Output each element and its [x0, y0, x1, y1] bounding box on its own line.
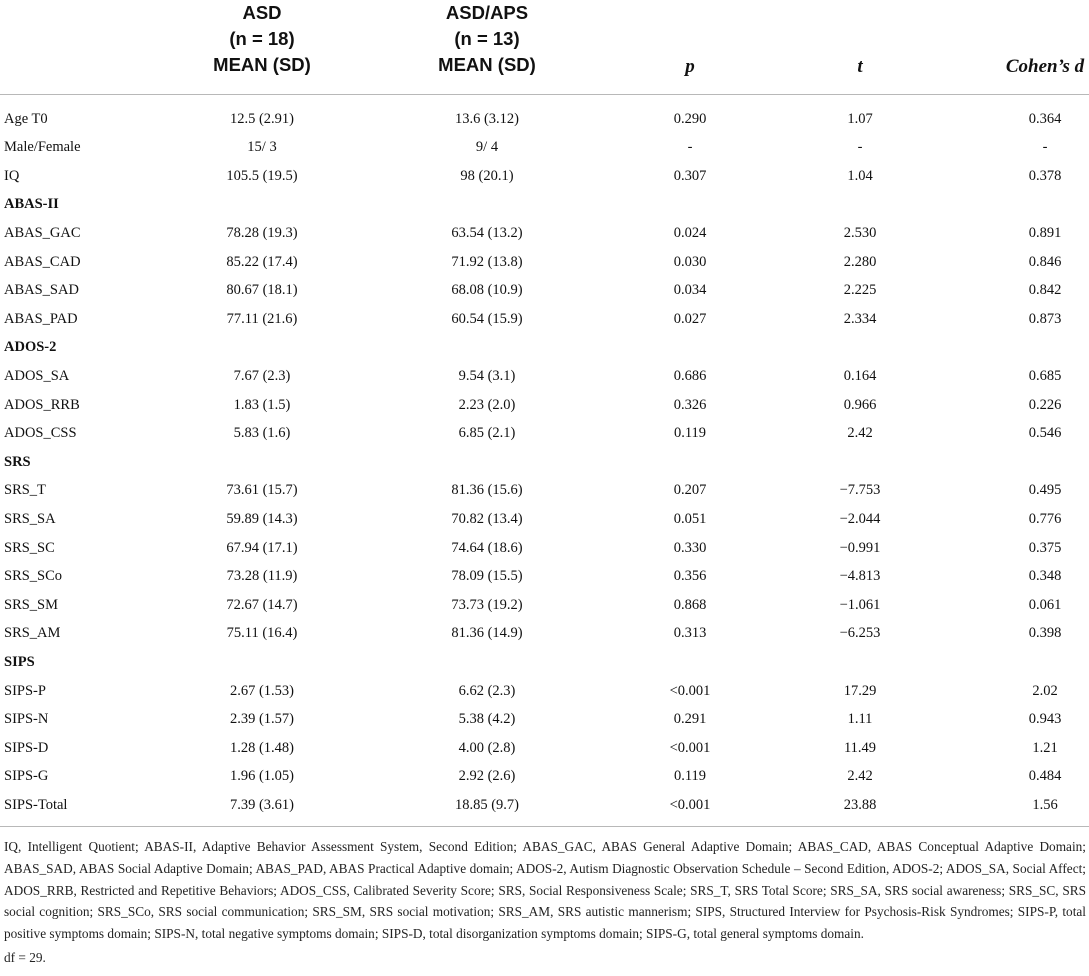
row-label: SRS_SM: [4, 596, 59, 613]
cell-asd: 80.67 (18.1): [226, 282, 298, 299]
cell-t: 2.530: [843, 224, 877, 241]
row-label: IQ: [4, 167, 20, 184]
cell-cohens-d: 2.02: [1032, 682, 1058, 699]
table-row: [0, 362, 1089, 391]
row-label: SRS_T: [4, 482, 46, 499]
row-label: Male/Female: [4, 139, 81, 156]
cell-t: −2.044: [839, 510, 881, 527]
cell-cohens-d: 0.364: [1028, 110, 1062, 127]
table-row: [0, 677, 1089, 706]
row-label: SIPS-Total: [4, 796, 68, 813]
cell-p: 0.119: [673, 768, 707, 785]
cell-t: −1.061: [839, 596, 881, 613]
cell-cohens-d: 0.546: [1028, 425, 1062, 442]
cell-asd-aps: 13.6 (3.12): [454, 110, 520, 127]
cell-asd: 5.83 (1.6): [233, 425, 291, 442]
section-label: ADOS-2: [4, 339, 57, 356]
row-label: SRS_AM: [4, 625, 61, 642]
cell-cohens-d: 0.873: [1028, 310, 1062, 327]
cell-t: 2.42: [847, 425, 873, 442]
cell-asd-aps: 2.92 (2.6): [458, 768, 516, 785]
cell-cohens-d: 0.495: [1028, 482, 1062, 499]
cell-p: 0.307: [673, 167, 707, 184]
cell-t: −0.991: [839, 539, 881, 556]
cell-asd: 105.5 (19.5): [226, 167, 298, 184]
cell-p: <0.001: [669, 682, 711, 699]
cell-asd: 75.11 (16.4): [226, 625, 298, 642]
cell-asd: 73.61 (15.7): [226, 482, 298, 499]
footer-divider: [0, 826, 1089, 827]
row-label: ABAS_SAD: [4, 282, 79, 299]
row-label: SRS_SA: [4, 510, 56, 527]
table-row: [0, 562, 1089, 591]
row-label: SIPS-N: [4, 711, 49, 728]
cell-cohens-d: 0.484: [1028, 768, 1062, 785]
cell-cohens-d: 0.378: [1028, 167, 1062, 184]
cell-t: −4.813: [839, 568, 881, 585]
table-row: [0, 419, 1089, 448]
cell-cohens-d: 0.891: [1028, 224, 1062, 241]
cell-asd: 1.83 (1.5): [233, 396, 291, 413]
cell-p: 0.024: [673, 224, 707, 241]
cell-asd-aps: 73.73 (19.2): [451, 596, 523, 613]
header-asd-aps: [384, 0, 590, 78]
row-label: SIPS-P: [4, 682, 46, 699]
cell-asd-aps: 70.82 (13.4): [451, 510, 523, 527]
table-row: [0, 734, 1089, 763]
cell-asd-aps: 98 (20.1): [460, 167, 514, 184]
table-row: [0, 619, 1089, 648]
table-row: [0, 305, 1089, 334]
row-label: SRS_SC: [4, 539, 55, 556]
cell-cohens-d: 0.685: [1028, 367, 1062, 384]
cell-asd-aps: 6.85 (2.1): [458, 425, 516, 442]
cell-asd-aps: 4.00 (2.8): [458, 739, 516, 756]
table-row: [0, 133, 1089, 162]
table-row: [0, 505, 1089, 534]
header-asd-n: (n = 18): [229, 28, 295, 49]
cell-cohens-d: 0.375: [1028, 539, 1062, 556]
table-row: [0, 276, 1089, 305]
cell-p: -: [687, 139, 693, 156]
cell-asd: 2.39 (1.57): [229, 711, 295, 728]
header-p: [620, 54, 760, 80]
cell-asd: 15/ 3: [247, 139, 277, 156]
cell-p: 0.027: [673, 310, 707, 327]
cell-t: 17.29: [843, 682, 877, 699]
cell-cohens-d: 1.21: [1032, 739, 1058, 756]
table-row: [0, 391, 1089, 420]
cell-asd: 78.28 (19.3): [226, 224, 298, 241]
cell-cohens-d: -: [1042, 139, 1048, 156]
row-label: ABAS_CAD: [4, 253, 81, 270]
row-label: SRS_SCo: [4, 568, 63, 585]
cell-asd: 73.28 (11.9): [226, 568, 298, 585]
cell-asd-aps: 74.64 (18.6): [451, 539, 523, 556]
row-label: SIPS-G: [4, 768, 49, 785]
cell-asd-aps: 9/ 4: [475, 139, 499, 156]
header-divider: [0, 94, 1089, 95]
section-label: SRS: [4, 453, 31, 470]
cell-asd-aps: 63.54 (13.2): [451, 224, 523, 241]
cell-cohens-d: 0.348: [1028, 568, 1062, 585]
table-row: [0, 591, 1089, 620]
cell-cohens-d: 1.56: [1032, 796, 1058, 813]
cell-p: 0.868: [673, 596, 707, 613]
cell-asd-aps: 5.38 (4.2): [458, 711, 516, 728]
cell-asd: 7.39 (3.61): [229, 796, 295, 813]
cell-t: 11.49: [843, 739, 877, 756]
table-footnote: IQ, Intelligent Quotient; ABAS-II, Adaptive Behavior Assessment System, Second Edition; ABAS_GAC, ABAS General Adaptive Domain; ABAS_CAD, ABAS Conceptual Adaptive Domain; ABAS_SAD, ABAS Social Adaptive Domain; ABAS_PAD, ABAS Practical Adaptive domain; ADOS-2, Autism Diagnostic Observation Schedule – Second Edition, ADOS-2; ADOS_SA, Social Affect; ADOS_RRB, Restricted and Repetitive Behaviors; ADOS_CSS, Calibrated Severity Score; SRS, Social Responsiveness Scale; SRS_T, SRS Total Score; SRS_SA, SRS social awareness; SRS_SC, SRS social cognition; SRS_SCo, SRS social communication; SRS_SM, SRS social motivation; SRS_AM, SRS autistic mannerism; SIPS, Structured Interview for Psychosis-Risk Syndromes; SIPS-P, total positive symptoms domain; SIPS-N, total negative symptoms domain; SIPS-D, total disorganization symptoms domain; SIPS-G, total general symptoms domain.: [4, 839, 1086, 942]
cell-asd: 85.22 (17.4): [226, 253, 298, 270]
table-row: [0, 705, 1089, 734]
table-row: [0, 248, 1089, 277]
cell-p: 0.290: [673, 110, 707, 127]
cell-p: <0.001: [669, 739, 711, 756]
cell-t: 2.42: [847, 768, 873, 785]
cell-t: 0.164: [843, 367, 877, 384]
cell-cohens-d: 0.943: [1028, 711, 1062, 728]
cell-t: 1.11: [847, 711, 873, 728]
table-row: [0, 534, 1089, 563]
cell-t: 23.88: [843, 796, 877, 813]
row-label: ADOS_RRB: [4, 396, 80, 413]
cell-asd: 77.11 (21.6): [226, 310, 298, 327]
cell-asd-aps: 81.36 (14.9): [451, 625, 523, 642]
cell-asd: 2.67 (1.53): [229, 682, 295, 699]
header-p-label: p: [685, 56, 695, 77]
cell-t: 2.280: [843, 253, 877, 270]
cell-p: 0.330: [673, 539, 707, 556]
cell-p: 0.686: [673, 367, 707, 384]
cell-t: 2.225: [843, 282, 877, 299]
cell-asd-aps: 71.92 (13.8): [451, 253, 523, 270]
cell-asd: 72.67 (14.7): [226, 596, 298, 613]
table-header: [0, 0, 1089, 93]
cell-asd-aps: 2.23 (2.0): [458, 396, 516, 413]
table-row: [0, 162, 1089, 191]
cell-p: 0.034: [673, 282, 707, 299]
section-header-row: [0, 190, 1089, 219]
section-label: SIPS: [4, 653, 35, 670]
cell-t: 0.966: [843, 396, 877, 413]
table-row: [0, 476, 1089, 505]
cell-p: 0.207: [673, 482, 707, 499]
cell-asd-aps: 68.08 (10.9): [451, 282, 523, 299]
cell-asd: 1.96 (1.05): [229, 768, 295, 785]
row-label: ADOS_SA: [4, 367, 70, 384]
table-row: [0, 791, 1089, 820]
cell-p: 0.291: [673, 711, 707, 728]
header-asd: [160, 0, 364, 78]
cell-t: −7.753: [839, 482, 881, 499]
cell-asd-aps: 6.62 (2.3): [458, 682, 516, 699]
header-cohens-d: [975, 54, 1089, 80]
section-header-row: [0, 333, 1089, 362]
row-label: ADOS_CSS: [4, 425, 77, 442]
cell-asd-aps: 81.36 (15.6): [451, 482, 523, 499]
cell-cohens-d: 0.061: [1028, 596, 1062, 613]
section-label: ABAS-II: [4, 196, 59, 213]
cell-asd: 67.94 (17.1): [226, 539, 298, 556]
cell-p: 0.030: [673, 253, 707, 270]
cell-p: <0.001: [669, 796, 711, 813]
row-label: SIPS-D: [4, 739, 49, 756]
cell-cohens-d: 0.842: [1028, 282, 1062, 299]
cell-asd-aps: 9.54 (3.1): [458, 367, 516, 384]
header-asd-aps-name: ASD/APS: [445, 2, 529, 23]
header-asd-stat: MEAN (SD): [213, 54, 311, 75]
table-row: [0, 105, 1089, 134]
section-header-row: [0, 448, 1089, 477]
cell-t: 1.04: [847, 167, 873, 184]
cell-asd-aps: 78.09 (15.5): [451, 568, 523, 585]
header-asd-aps-n: (n = 13): [454, 28, 520, 49]
row-label: Age T0: [4, 110, 48, 127]
cell-t: 2.334: [843, 310, 877, 327]
cell-asd: 12.5 (2.91): [229, 110, 295, 127]
header-cohens-d-label: Cohen’s d: [1005, 56, 1085, 77]
row-label: ABAS_PAD: [4, 310, 78, 327]
cell-t: -: [857, 139, 863, 156]
cell-asd-aps: 18.85 (9.7): [454, 796, 520, 813]
header-asd-aps-stat: MEAN (SD): [438, 54, 536, 75]
cell-cohens-d: 0.776: [1028, 510, 1062, 527]
cell-t: 1.07: [847, 110, 873, 127]
cell-asd: 1.28 (1.48): [229, 739, 295, 756]
table-row: [0, 219, 1089, 248]
cell-cohens-d: 0.226: [1028, 396, 1062, 413]
degrees-of-freedom-note: df = 29.: [4, 950, 46, 965]
row-label: ABAS_GAC: [4, 224, 81, 241]
cell-p: 0.051: [673, 510, 707, 527]
cell-asd: 7.67 (2.3): [233, 367, 291, 384]
cell-p: 0.326: [673, 396, 707, 413]
section-header-row: [0, 648, 1089, 677]
cell-asd-aps: 60.54 (15.9): [451, 310, 523, 327]
cell-cohens-d: 0.846: [1028, 253, 1062, 270]
cell-asd: 59.89 (14.3): [226, 510, 298, 527]
header-t: [800, 54, 920, 80]
header-t-label: t: [857, 56, 863, 77]
header-asd-name: ASD: [242, 2, 282, 23]
cell-p: 0.356: [673, 568, 707, 585]
table-row: [0, 762, 1089, 791]
cell-t: −6.253: [839, 625, 881, 642]
cell-cohens-d: 0.398: [1028, 625, 1062, 642]
cell-p: 0.313: [673, 625, 707, 642]
cell-p: 0.119: [673, 425, 707, 442]
